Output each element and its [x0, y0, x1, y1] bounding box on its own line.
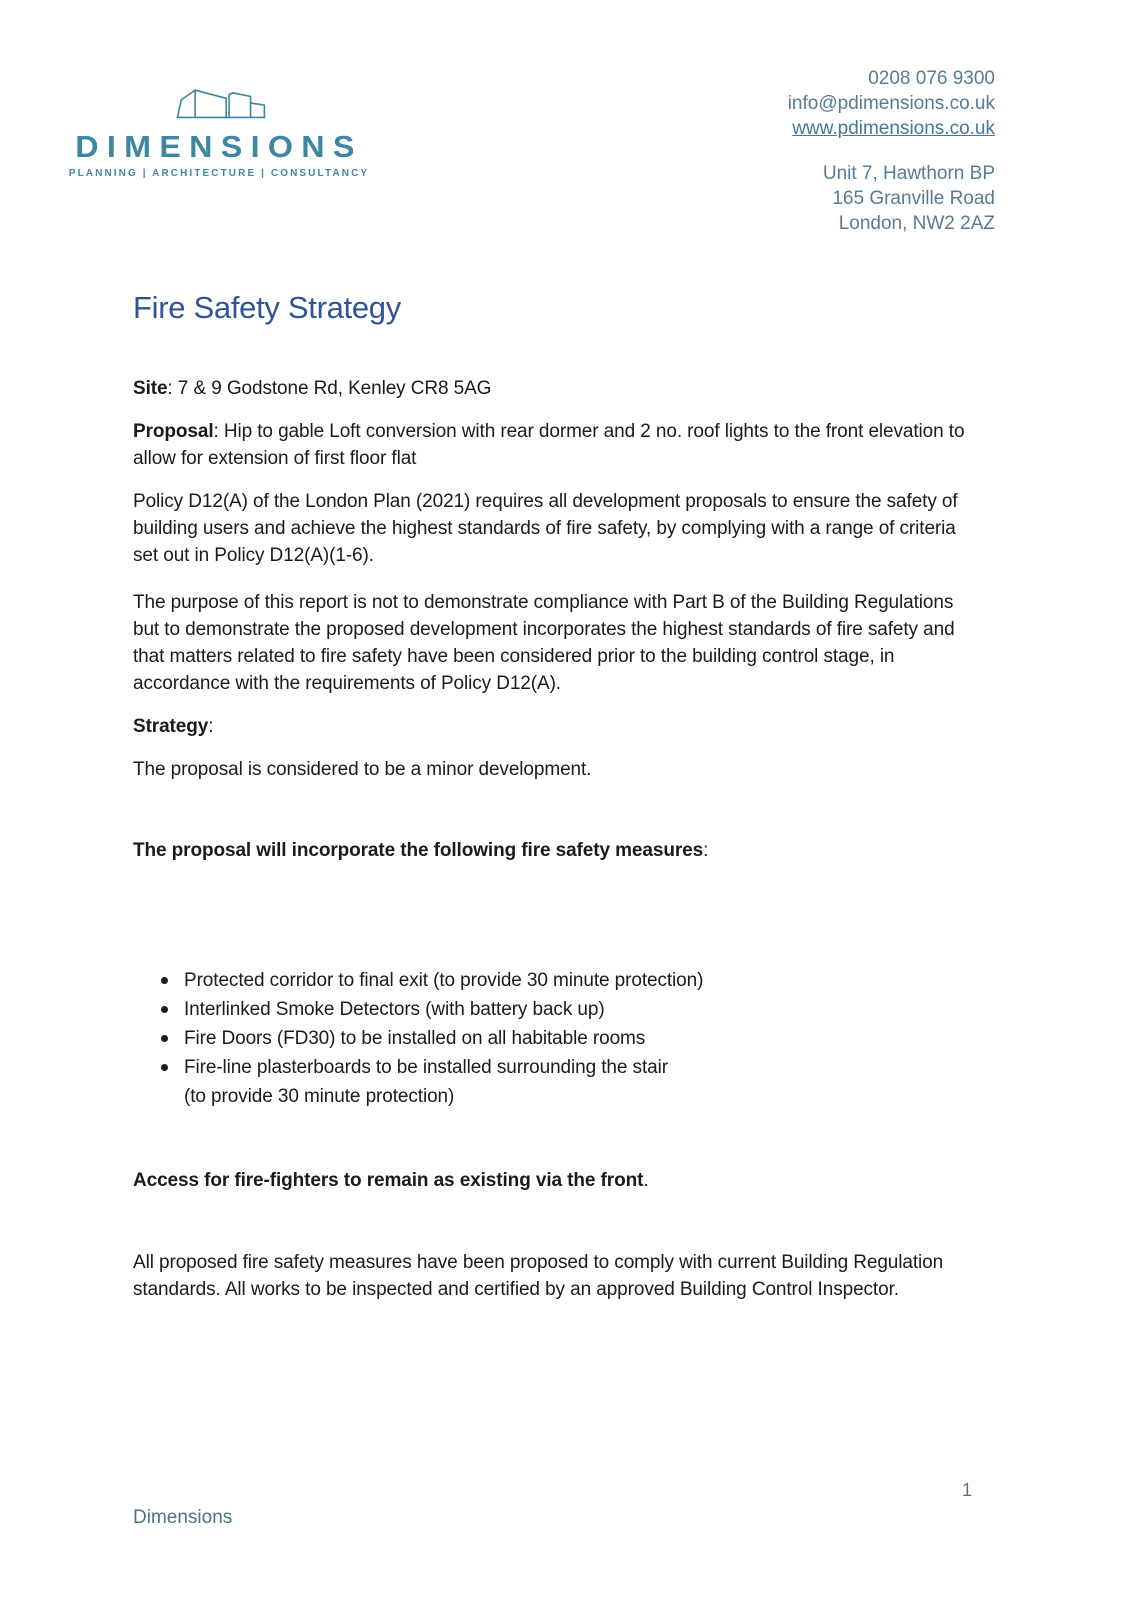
contact-email: info@pdimensions.co.uk [787, 93, 995, 114]
company-tagline: PLANNING | ARCHITECTURE | CONSULTANCY [68, 168, 370, 179]
bullet-icon [161, 977, 168, 984]
access-statement-text: Access for fire-fighters to remain as existing via the front [133, 1170, 644, 1191]
list-item-text: Fire Doors (FD30) to be installed on all habitable rooms [184, 1028, 646, 1049]
fire-safety-measures-list [133, 966, 966, 1111]
building-outline-icon [162, 84, 277, 127]
proposal-value: : Hip to gable Loft conversion with rear dormer and 2 no. roof lights to the front elevation to allow for extension of first floor flat [133, 421, 965, 469]
document-title: Fire Safety Strategy [133, 290, 401, 325]
list-item [133, 1053, 966, 1111]
address-line-3: London, NW2 2AZ [838, 213, 995, 234]
company-logo [68, 84, 370, 179]
purpose-paragraph: The purpose of this report is not to demonstrate compliance with Part B of the Building Regulations but to demonstrate the proposed development incorporates the highest standards of fire safety and that matters related to fire safety have been considered prior to the building control stage, in accordance with the requirements of Policy D12(A). [133, 592, 955, 694]
measures-colon: : [703, 840, 709, 861]
address-line-2: 165 Granville Road [832, 188, 995, 209]
list-item-text: Fire-line plasterboards to be installed surrounding the stair [184, 1057, 668, 1078]
measures-heading [133, 837, 966, 864]
site-line [133, 375, 966, 402]
bullet-icon [161, 1006, 168, 1013]
list-item-text: Interlinked Smoke Detectors (with battery back up) [184, 999, 605, 1020]
measures-heading-text: The proposal will incorporate the following fire safety measures [133, 840, 704, 861]
site-value: : 7 & 9 Godstone Rd, Kenley CR8 5AG [167, 378, 492, 399]
access-statement-period: . [643, 1170, 649, 1191]
contact-website-link[interactable]: www.pdimensions.co.uk [792, 118, 995, 139]
company-wordmark: DIMENSIONS [75, 129, 363, 164]
list-item [133, 995, 966, 1024]
minor-development-paragraph: The proposal is considered to be a minor development. [133, 759, 592, 780]
list-item [133, 1024, 966, 1053]
compliance-paragraph: All proposed fire safety measures have been proposed to comply with current Building Regulation standards. All works to be inspected and certified by an approved Building Control Inspector. [133, 1252, 944, 1300]
bullet-icon [161, 1035, 168, 1042]
strategy-colon: : [208, 716, 214, 737]
document-body [133, 290, 966, 1319]
list-item-text: Protected corridor to final exit (to provide 30 minute protection) [184, 970, 704, 991]
proposal-line [133, 418, 966, 472]
strategy-heading [133, 713, 966, 740]
list-item-continuation: (to provide 30 minute protection) [184, 1086, 455, 1107]
strategy-label: Strategy [133, 716, 209, 737]
contact-block [788, 66, 995, 236]
policy-paragraph: Policy D12(A) of the London Plan (2021) requires all development proposals to ensure the safety of building users and achieve the highest standards of fire safety, by complying with a range of criteria set out in Policy D12(A)(1-6). [133, 491, 958, 566]
footer-company-name: Dimensions [133, 1507, 233, 1528]
access-statement [133, 1167, 966, 1194]
contact-phone: 0208 076 9300 [868, 68, 995, 89]
list-item [133, 966, 966, 995]
proposal-label: Proposal [133, 421, 214, 442]
address-line-1: Unit 7, Hawthorn BP [822, 163, 995, 184]
site-label: Site [133, 378, 168, 399]
page-number: 1 [961, 1480, 972, 1500]
bullet-icon [161, 1064, 168, 1071]
contact-address [788, 161, 995, 236]
